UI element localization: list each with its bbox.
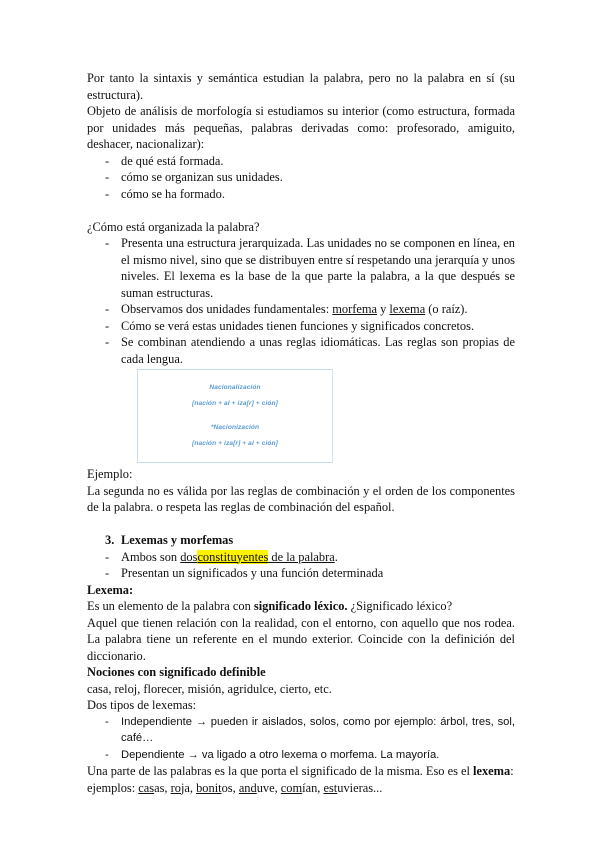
text-run: a, — [184, 780, 197, 795]
list-item: - Presenta una estructura jerarquizada. Las unidades no se componen en línea, en el mismo nivel, sino que se distribuyen entre sí respetando una jerarquía y unos niveles. El lexema es la base de la que parte la palabra, a la que después se suman estructuras. — [87, 235, 515, 301]
text-run: ¿Significado léxico? — [347, 599, 453, 613]
list-item: - Presentan un significados y una función determinada — [87, 565, 515, 582]
organization-question: ¿Cómo está organizada la palabra? — [87, 219, 260, 234]
text-run: Observamos dos unidades fundamentales: — [121, 302, 333, 316]
underlined-text: dos — [180, 549, 198, 564]
organization-list — [87, 235, 515, 367]
list-item: - cómo se ha formado. — [87, 186, 515, 203]
section-3-heading — [87, 532, 515, 549]
bold-text: lexema — [473, 764, 511, 778]
lexeme-root: bonit — [196, 780, 222, 795]
spacer — [87, 202, 515, 219]
text-run: Una parte de las palabras es la que porta el significado de la misma. Eso es el — [87, 764, 474, 778]
tipos-intro: Dos tipos de lexemas: — [87, 698, 197, 712]
intro-list — [87, 153, 515, 203]
text-run: ejemplos: — [87, 780, 139, 795]
lexema-definition — [87, 598, 515, 615]
lexeme-root: com — [280, 780, 303, 795]
morfema-term: morfema — [332, 302, 378, 316]
tipos-list — [87, 714, 515, 764]
lexema-term: lexema — [389, 302, 426, 316]
text-run: y — [377, 302, 390, 316]
figure-title-invalid: *Nacionización — [210, 424, 260, 431]
figure-formula-valid: [nación + al + iza[r] + ción] — [192, 400, 278, 407]
text-run: Es un elemento de la palabra con — [87, 599, 254, 613]
list-item: - Independiente → pueden ir aislados, solos, como por ejemplo: árbol, tres, sol, café… — [87, 714, 515, 747]
intro-paragraph-1: Por tanto la sintaxis y semántica estudian la palabra, pero no la palabra en sí (su estructura). — [87, 71, 515, 102]
list-item: - Dependiente → va ligado a otro lexema o morfema. La mayoría. — [87, 747, 515, 764]
lexeme-root: and — [238, 780, 257, 795]
figure-title-valid: Nacionalización — [209, 384, 261, 391]
section-title: Lexemas y morfemas — [121, 533, 234, 547]
underlined-text: de la palabra — [268, 549, 335, 564]
lexeme-root: cas — [138, 780, 155, 795]
lexeme-root: roj — [170, 780, 185, 795]
list-item — [87, 549, 515, 566]
section-3-list — [87, 549, 515, 582]
examples-line — [87, 780, 515, 797]
list-item: - de qué está formada. — [87, 153, 515, 170]
text-run: uvieras... — [337, 780, 383, 795]
document-page — [87, 70, 515, 796]
text-run: uve, — [256, 780, 281, 795]
list-item — [87, 301, 515, 318]
lexeme-root: est — [323, 780, 338, 795]
nociones-heading-text: Nociones con significado definible — [87, 665, 266, 679]
nacionalizacion-figure — [137, 369, 333, 463]
list-item: - Se combinan atendiendo a unas reglas idiomáticas. Las reglas son propias de cada lengua. — [87, 334, 515, 367]
lexema-heading — [87, 582, 515, 599]
lexema-explanation: Aquel que tienen relación con la realidad, con el entorno, con aquello que nos rodea. La palabra tiene un referente en el mundo exterior. Coincide con la definición del diccionario. — [87, 615, 515, 663]
porta-paragraph — [87, 763, 515, 780]
text-run: : — [510, 764, 514, 778]
intro-paragraph-2: Objeto de análisis de morfología si estudiamos su interior (como estructura, formada por unidades más pequeñas, palabras derivadas como: profesorado, amiguito, deshacer, nacionalizar): — [87, 104, 515, 151]
nociones-list: casa, reloj, florecer, misión, agridulce, cierto, etc. — [87, 681, 332, 696]
highlighted-text: constituyentes — [197, 549, 269, 564]
list-item: - Cómo se verá estas unidades tienen funciones y significados concretos. — [87, 318, 515, 335]
figure-formula-invalid: [nación + iza[r] + al + ción] — [192, 440, 278, 447]
text-run: as, — [154, 780, 171, 795]
text-run: . — [334, 549, 338, 564]
bold-text: significado léxico. — [253, 599, 348, 613]
text-run: os, — [221, 780, 239, 795]
lexema-heading-text: Lexema: — [87, 582, 134, 597]
example-label: Ejemplo: — [87, 467, 133, 481]
example-text: La segunda no es válida por las reglas de combinación y el orden de los componentes de la palabra. o respeta las reglas de combinación del español. — [87, 483, 515, 514]
text-run: Ambos son — [121, 549, 181, 564]
section-number: 3. — [105, 533, 115, 547]
spacer — [87, 516, 515, 533]
list-item: - cómo se organizan sus unidades. — [87, 169, 515, 186]
nociones-heading — [87, 664, 515, 681]
text-run: (o raíz). — [425, 302, 468, 316]
text-run: ían, — [302, 780, 324, 795]
